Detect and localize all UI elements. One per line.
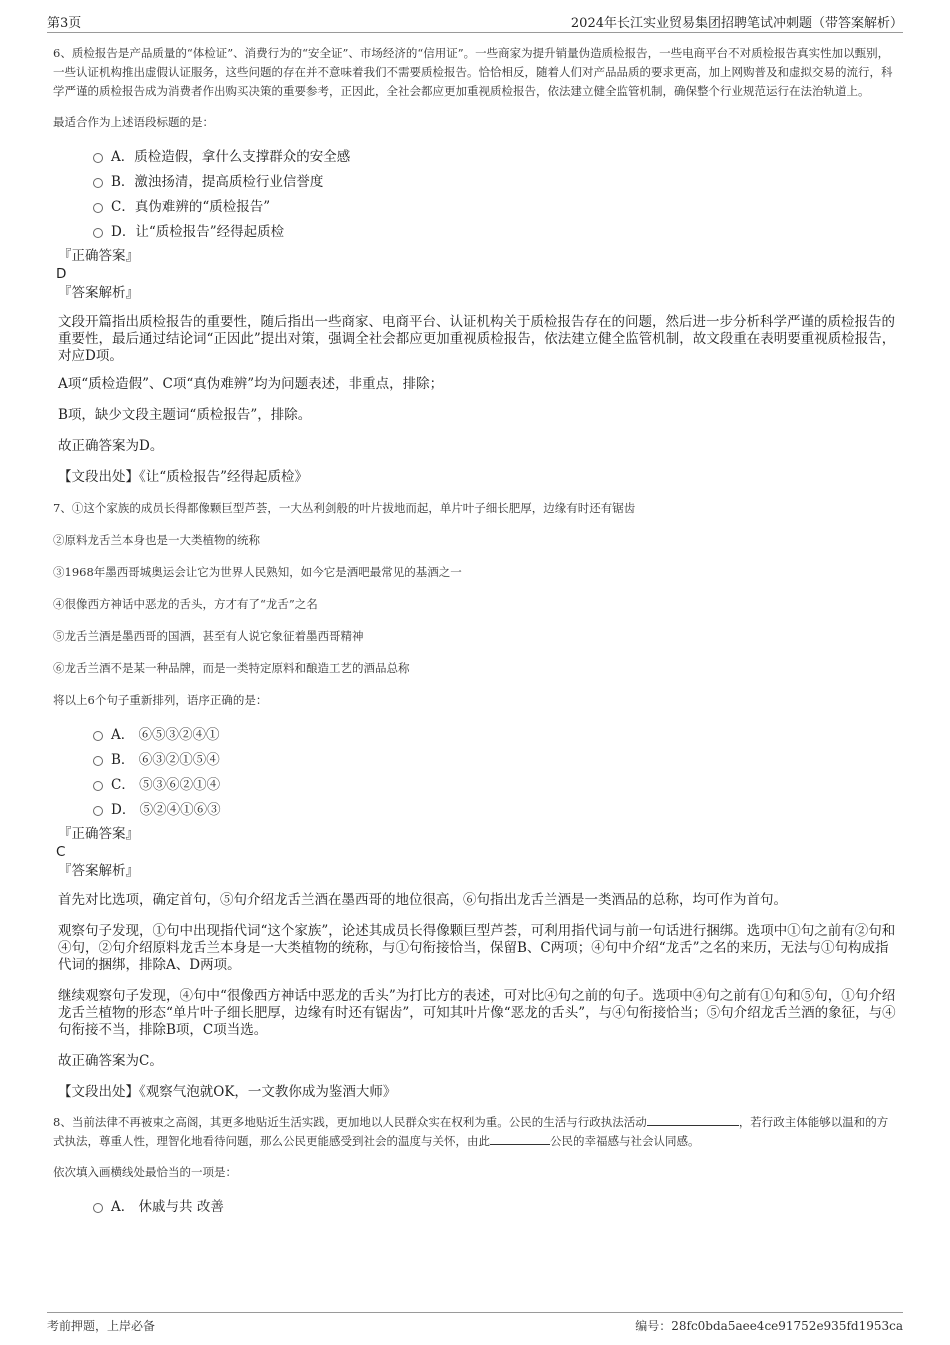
- q6-prompt: 最适合作为上述语段标题的是：: [53, 115, 214, 129]
- q6-source: 【文段出处】《让“质检报告”经得起质检》: [58, 469, 309, 485]
- radio-icon[interactable]: [93, 1203, 103, 1213]
- q7-sentence-2: ②原料龙舌兰本身也是一大类植物的统称: [53, 533, 260, 547]
- fill-blank-1[interactable]: [647, 1113, 739, 1126]
- q6-answer-label: 『正确答案』: [58, 248, 139, 264]
- q7-sentence-5: ⑤龙舌兰酒是墨西哥的国酒，甚至有人说它象征着墨西哥精神: [53, 629, 364, 643]
- q8-text: 8、当前法律不再被束之高阁，其更多地贴近生活实践，更加地以人民群众实在权利为重。公民的生活与行政执法活动 ，若行政主体能够以温和的方式执法，尊重人性，理智化地看待问题，那么公民更能感受到社会的温度与关怀，由此 公民的幸福感与社会认同感。: [53, 1115, 889, 1148]
- q6-option-d[interactable]: D．让“质检报告”经得起质检: [53, 220, 898, 245]
- radio-icon[interactable]: [93, 228, 103, 238]
- q7-sentence-4: ④很像西方神话中恶龙的舌头，方才有了“龙舌”之名: [53, 597, 318, 611]
- q6-options: [53, 145, 898, 245]
- q8-option-a[interactable]: A． 休戚与共 改善: [53, 1195, 898, 1220]
- q7-sentence-3: ③1968年墨西哥城奥运会让它为世界人民熟知，如今它是酒吧最常见的基酒之一: [53, 565, 462, 579]
- q7-analysis-3: 继续观察句子发现，④句中“很像西方神话中恶龙的舌头”为打比方的表述，可对比④句之前的句子。选项中④句之前有①句和⑤句，①句介绍龙舌兰植物的形态“单片叶子细长肥厚，边缘有时还有锯齿”，可知其叶片像“恶龙的舌头”，与④句衔接恰当；⑤句介绍龙舌兰酒的象征，与④句衔接不当，排除B项，C项当选。: [58, 988, 896, 1038]
- radio-icon[interactable]: [93, 203, 103, 213]
- q6-analysis-1: 文段开篇指出质检报告的重要性，随后指出一些商家、电商平台、认证机构关于质检报告存在的问题，然后进一步分析科学严谨的质检报告的重要性，最后通过结论词“正因此”提出对策，强调全社会都应更加重视质检报告，依法建立健全监管机制，故文段重在表明要重视质检报告，对应D项。: [58, 314, 896, 364]
- q7-answer: C: [56, 844, 66, 860]
- q6-option-c[interactable]: C．真伪难辨的“质检报告”: [53, 195, 898, 220]
- page-number: 第3页: [47, 16, 82, 31]
- q8-prompt: 依次填入画横线处最恰当的一项是：: [53, 1165, 237, 1179]
- q6-option-a[interactable]: A．质检造假，拿什么支撑群众的安全感: [53, 145, 898, 170]
- q7-analysis-2: 观察句子发现，①句中出现指代词“这个家族”，论述其成员长得像颗巨型芦荟，可利用指代词与前一句话进行捆绑。选项中①句之前有②句和④句，②句介绍原料龙舌兰本身是一大类植物的统称，与①句衔接恰当，保留B、C两项；④句中介绍“龙舌”之名的来历，无法与①句构成指代词的捆绑，排除A、D两项。: [58, 923, 896, 973]
- q7-analysis-label: 『答案解析』: [58, 863, 139, 879]
- q7-source: 【文段出处】《观察气泡就OK，一文教你成为鉴酒大师》: [58, 1084, 397, 1100]
- q6-analysis-3: B项，缺少文段主题词“质检报告”，排除。: [58, 407, 312, 423]
- q7-option-c[interactable]: C． ⑤③⑥②①④: [53, 773, 898, 798]
- radio-icon[interactable]: [93, 781, 103, 791]
- q7-analysis-1: 首先对比选项，确定首句，⑤句介绍龙舌兰酒在墨西哥的地位很高，⑥句指出龙舌兰酒是一类酒品的总称，均可作为首句。: [58, 892, 787, 908]
- q7-sentence-6: ⑥龙舌兰酒不是某一种品牌，而是一类特定原料和酿造工艺的酒品总称: [53, 661, 410, 675]
- document-title: 2024年长江实业贸易集团招聘笔试冲刺题（带答案解析）: [570, 16, 903, 31]
- q6-analysis-label: 『答案解析』: [58, 285, 139, 301]
- q6-text: 6、质检报告是产品质量的“体检证”、消费行为的“安全证”、市场经济的“信用证”。一些商家为提升销量伪造质检报告，一些电商平台不对质检报告真实性加以甄别，一些认证机构推出虚假认证服务，这些问题的存在并不意味着我们不需要质检报告。恰恰相反，随着人们对产品品质的要求更高，加上网购普及和虚拟交易的流行，科学严谨的质检报告成为消费者作出购买决策的重要参考，正因此，全社会都应更加重视质检报告，依法建立健全监管机制，确保整个行业规范运行在法治轨道上。: [53, 46, 893, 98]
- radio-icon[interactable]: [93, 153, 103, 163]
- q7-prompt: 将以上6个句子重新排列，语序正确的是：: [53, 693, 268, 707]
- q7-option-b[interactable]: B． ⑥③②①⑤④: [53, 748, 898, 773]
- q8-options: [53, 1195, 898, 1220]
- q7-options: [53, 723, 898, 823]
- q6-analysis-4: 故正确答案为D。: [58, 438, 164, 454]
- q6-answer: D: [56, 266, 67, 282]
- q7-sentence-1: 7、①这个家族的成员长得都像颗巨型芦荟，一大丛利剑般的叶片拔地而起，单片叶子细长肥厚，边缘有时还有锯齿: [53, 501, 636, 515]
- q7-option-d[interactable]: D． ⑤②④①⑥③: [53, 798, 898, 823]
- footer-slogan: 考前押题，上岸必备: [47, 1319, 156, 1333]
- radio-icon[interactable]: [93, 806, 103, 816]
- q7-option-a[interactable]: A． ⑥⑤③②④①: [53, 723, 898, 748]
- q6-option-b[interactable]: B．激浊扬清，提高质检行业信誉度: [53, 170, 898, 195]
- radio-icon[interactable]: [93, 756, 103, 766]
- radio-icon[interactable]: [93, 178, 103, 188]
- page-header: [47, 8, 903, 33]
- fill-blank-2[interactable]: [490, 1132, 550, 1145]
- document-id: 编号：28fc0bda5aee4ce91752e935fd1953ca: [635, 1319, 903, 1333]
- q7-answer-label: 『正确答案』: [58, 826, 139, 842]
- q7-analysis-4: 故正确答案为C。: [58, 1053, 163, 1069]
- q6-analysis-2: A项“质检造假”、C项“真伪难辨”均为问题表述，非重点，排除；: [58, 376, 444, 392]
- radio-icon[interactable]: [93, 731, 103, 741]
- document-body: [53, 44, 898, 1220]
- page-footer: [47, 1312, 903, 1333]
